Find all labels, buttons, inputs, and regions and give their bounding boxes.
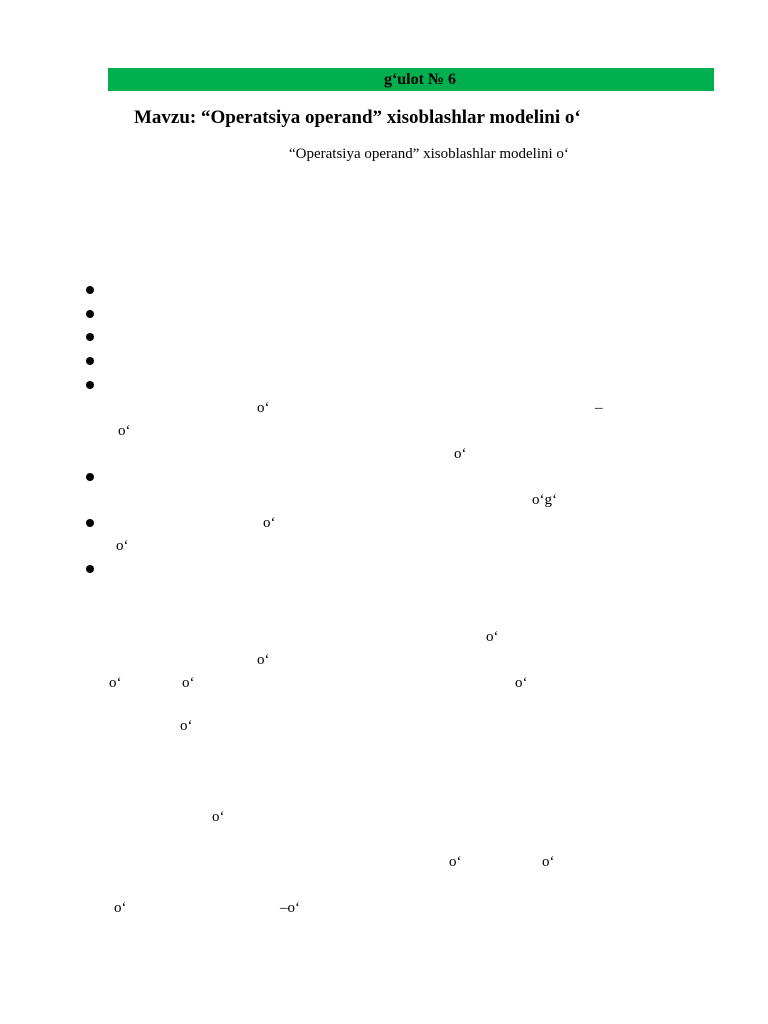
text-fragment: o‘ — [180, 718, 193, 734]
text-fragment: o‘ — [454, 446, 467, 462]
bullet-icon — [86, 381, 94, 389]
text-fragment: o‘ — [515, 675, 528, 691]
bullet-icon — [86, 565, 94, 573]
text-fragment: o‘ — [212, 809, 225, 825]
page-subtitle: “Operatsiya operand” xisoblashlar modelini o‘ — [289, 146, 569, 162]
text-fragment: o‘ — [486, 629, 499, 645]
text-fragment: o‘ — [257, 400, 270, 416]
text-fragment: o‘ — [114, 900, 127, 916]
page-title: Mavzu: “Operatsiya operand” xisoblashlar modelini o‘ — [134, 107, 581, 128]
text-fragment: o‘ — [263, 515, 276, 531]
text-fragment: – — [595, 400, 603, 416]
text-fragment: o‘g‘ — [532, 492, 557, 508]
bullet-icon — [86, 286, 94, 294]
text-fragment: o‘ — [182, 675, 195, 691]
banner-title: g‘ulot № 6 — [383, 71, 457, 88]
text-fragment: o‘ — [118, 423, 131, 439]
bullet-icon — [86, 473, 94, 481]
bullet-icon — [86, 310, 94, 318]
text-fragment: o‘ — [542, 854, 555, 870]
text-fragment: o‘ — [109, 675, 122, 691]
text-fragment: o‘ — [257, 652, 270, 668]
bullet-icon — [86, 333, 94, 341]
text-fragment: o‘ — [116, 538, 129, 554]
text-fragment: o‘ — [449, 854, 462, 870]
bullet-icon — [86, 519, 94, 527]
bullet-icon — [86, 357, 94, 365]
header-banner — [108, 68, 714, 91]
text-fragment: –o‘ — [280, 900, 300, 916]
